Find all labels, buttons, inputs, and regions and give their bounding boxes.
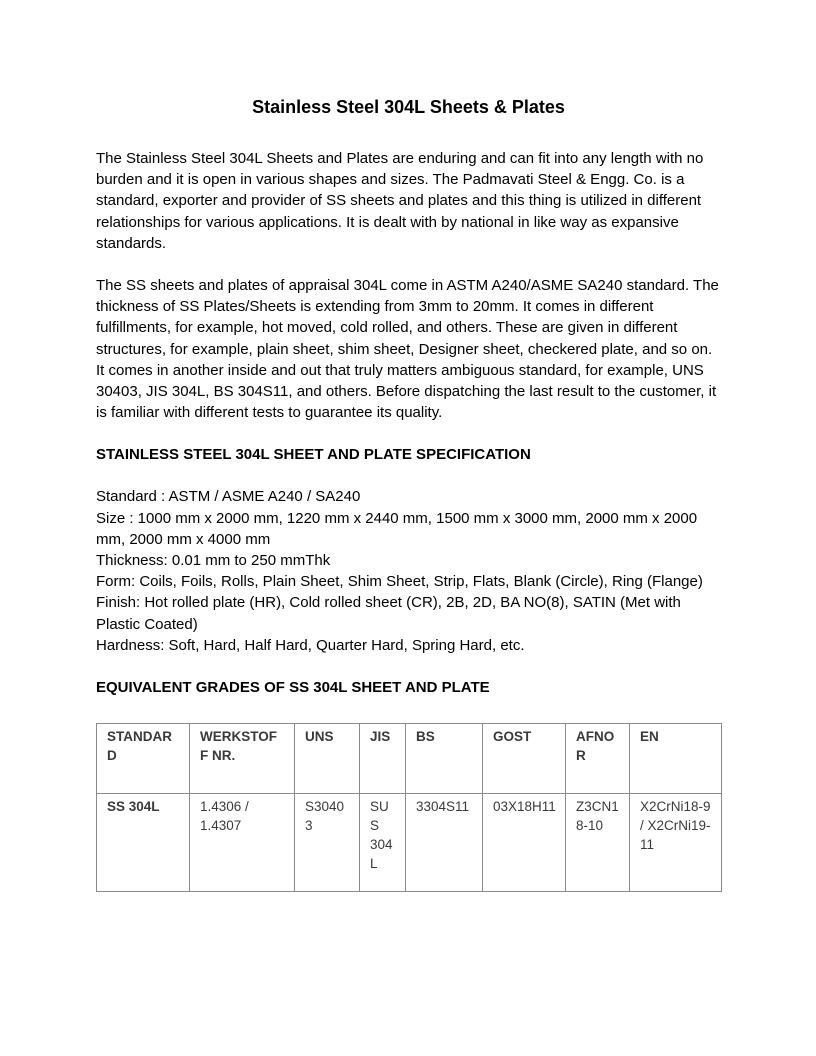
table-cell: 03X18H11: [483, 794, 566, 892]
spec-size: Size : 1000 mm x 2000 mm, 1220 mm x 2440 mm, 1500 mm x 3000 mm, 2000 mm x 2000 mm, 2000 mm x 4000 mm: [96, 509, 698, 548]
table-header-cell: STANDARD: [97, 724, 190, 794]
table-row: [97, 794, 722, 892]
spec-finish: Finish: Hot rolled plate (HR), Cold rolled sheet (CR), 2B, 2D, BA NO(8), SATIN (Met with Plastic Coated): [96, 594, 681, 633]
spec-form: Form: Coils, Foils, Rolls, Plain Sheet, Shim Sheet, Strip, Flats, Blank (Circle), Ring (Flange): [96, 573, 703, 591]
table-header-row: [97, 724, 722, 794]
table-header-cell: AFNOR: [566, 724, 630, 794]
grades-heading: EQUIVALENT GRADES OF SS 304L SHEET AND PLATE: [96, 679, 490, 697]
spec-hardness: Hardness: Soft, Hard, Half Hard, Quarter Hard, Spring Hard, etc.: [96, 636, 525, 654]
table-header-cell: JIS: [360, 724, 406, 794]
table-cell: Z3CN18-10: [566, 794, 630, 892]
table-cell: SUS 304L: [360, 794, 406, 892]
table-header-cell: WERKSTOFF NR.: [190, 724, 295, 794]
spec-standard: Standard : ASTM / ASME A240 / SA240: [96, 488, 361, 506]
table-cell: 1.4306 / 1.4307: [190, 794, 295, 892]
details-paragraph: The SS sheets and plates of appraisal 304L come in ASTM A240/ASME SA240 standard. The thickness of SS Plates/Sheets is extending from 3mm to 20mm. It comes in different fulfillments, for example, hot moved, cold rolled, and others. These are given in different structures, for example, plain sheet, shim sheet, Designer sheet, checkered plate, and so on. It comes in another inside and out that truly matters ambiguous standard, for example, UNS 30403, JIS 304L, BS 304S11, and others. Before dispatching the last result to the customer, it is familiar with different tests to guarantee its quality.: [96, 277, 719, 422]
intro-paragraph: The Stainless Steel 304L Sheets and Plates are enduring and can fit into any length with no burden and it is open in various shapes and sizes. The Padmavati Steel & Engg. Co. is a standard, exporter and provider of SS sheets and plates and this thing is utilized in different relationships for various applications. It is dealt with by national in like way as expansive standards.: [96, 150, 704, 252]
specification-list: [96, 486, 721, 656]
table-header-cell: GOST: [483, 724, 566, 794]
specification-heading: STAINLESS STEEL 304L SHEET AND PLATE SPECIFICATION: [96, 446, 531, 464]
document-title: Stainless Steel 304L Sheets & Plates: [252, 97, 565, 117]
table-cell: X2CrNi18-9 / X2CrNi19-11: [630, 794, 722, 892]
table-header-cell: EN: [630, 724, 722, 794]
table-cell: S30403: [295, 794, 360, 892]
table-cell: SS 304L: [97, 794, 190, 892]
spec-thickness: Thickness: 0.01 mm to 250 mmThk: [96, 552, 331, 570]
table-header-cell: UNS: [295, 724, 360, 794]
table-cell: 3304S11: [406, 794, 483, 892]
document-page: [96, 96, 721, 892]
table-header-cell: BS: [406, 724, 483, 794]
equivalent-grades-table: [96, 723, 722, 892]
